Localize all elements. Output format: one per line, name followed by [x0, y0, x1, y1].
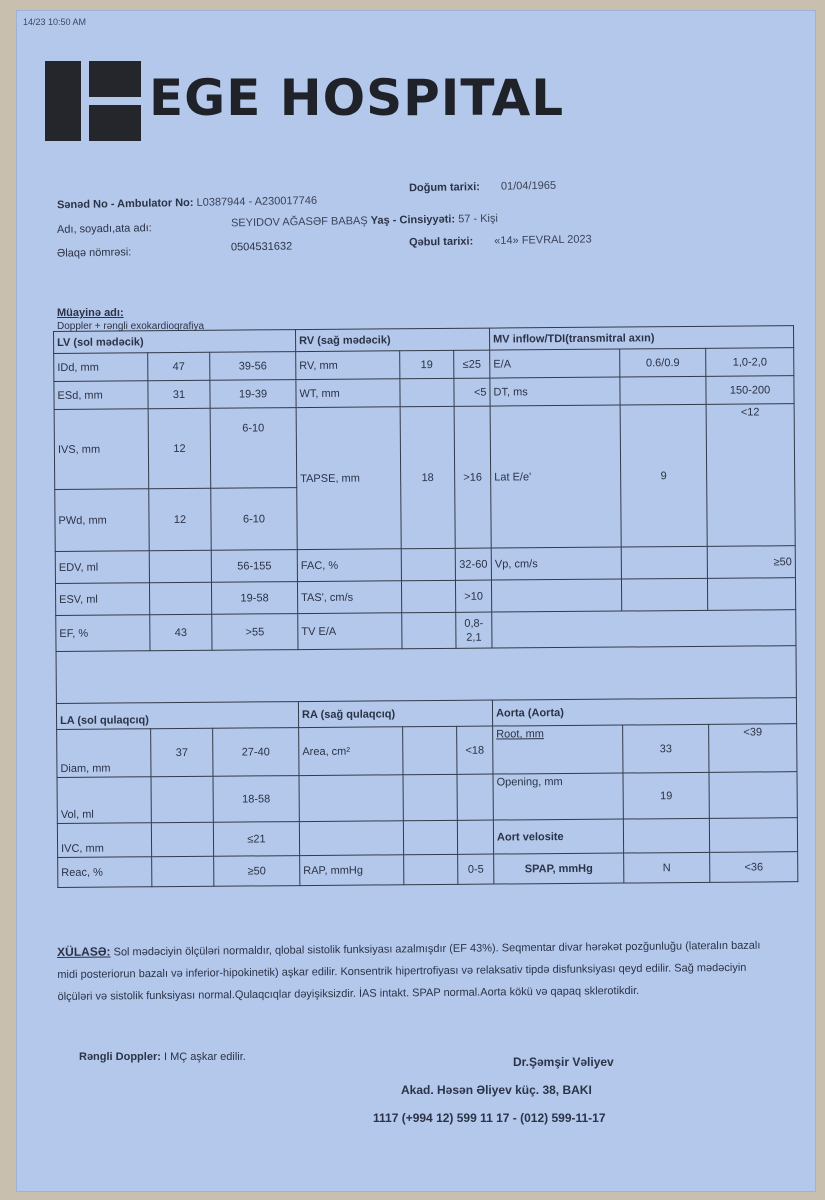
- param: TAS', cm/s: [297, 581, 401, 614]
- document-number-row: [57, 195, 317, 212]
- document-page: [16, 10, 816, 1192]
- norm: <39: [709, 724, 797, 773]
- value: [401, 548, 455, 580]
- param: [299, 775, 403, 822]
- norm: <5: [454, 378, 490, 406]
- value: 31: [148, 380, 210, 408]
- doctor-name: Dr.Şəmşir Vəliyev: [513, 1055, 614, 1069]
- value: [149, 582, 211, 614]
- aorta-header: Aorta (Aorta): [492, 698, 796, 726]
- empty-cell: [492, 610, 796, 648]
- value: [403, 726, 457, 774]
- empty-cell: [621, 578, 707, 611]
- table-row: [57, 724, 797, 778]
- birth-date-row: [409, 180, 556, 195]
- param: ESd, mm: [54, 381, 148, 410]
- admission-row: [409, 233, 592, 248]
- param: Aort velosite: [493, 819, 623, 854]
- hospital-phones: 1117 (+994 12) 599 11 17 - (012) 599-11-17: [373, 1111, 606, 1125]
- param: SPAP, mmHg: [494, 853, 624, 884]
- value: N: [624, 852, 710, 883]
- value: 19: [400, 350, 454, 378]
- param: RV, mm: [296, 351, 400, 380]
- norm: ≥50: [707, 546, 795, 579]
- age-value: 57 - Kişi: [458, 212, 499, 226]
- value: 43: [150, 614, 212, 650]
- value: [403, 774, 457, 820]
- param: IDd, mm: [54, 353, 148, 382]
- norm: >55: [212, 614, 298, 651]
- hospital-address: Akad. Həsən Əliyev küç. 38, BAKI: [401, 1083, 592, 1097]
- exam-title: Müayinə adı:: [57, 307, 124, 319]
- exam-subtitle: Doppler + rəngli exokardioqrafiya: [57, 321, 205, 332]
- lv-header: LV (sol mədəcik): [54, 330, 296, 354]
- norm: <36: [710, 852, 798, 883]
- param: E/A: [490, 349, 620, 378]
- value: 33: [623, 724, 709, 773]
- norm: <12: [706, 404, 795, 547]
- mv-header: MV inflow/TDI(transmitral axın): [490, 326, 794, 350]
- param: IVC, mm: [57, 823, 151, 858]
- echo-results-table: [53, 325, 798, 888]
- param: PWd, mm: [55, 489, 149, 552]
- value: 12: [149, 488, 211, 550]
- param: RAP, mmHg: [300, 855, 404, 886]
- norm: 18-58: [213, 776, 299, 823]
- param: EF, %: [56, 615, 150, 652]
- norm: 6-10: [211, 488, 297, 551]
- value: [152, 856, 214, 886]
- norm: 0-5: [458, 854, 494, 884]
- age-label: Yaş - Cinsiyyəti:: [370, 213, 456, 227]
- param: Opening, mm: [493, 773, 623, 820]
- param: [299, 821, 403, 856]
- value: [403, 820, 457, 854]
- param: Vp, cm/s: [491, 547, 621, 580]
- norm: ≤21: [213, 822, 299, 857]
- norm: 150-200: [706, 376, 794, 405]
- birth-value: 01/04/1965: [500, 179, 557, 193]
- admit-value: «14» FEVRAL 2023: [494, 233, 592, 248]
- doppler-label: Rəngli Doppler:: [79, 1051, 161, 1063]
- norm: [709, 772, 797, 819]
- norm: 39-56: [210, 352, 296, 381]
- summary-label: XÜLASƏ:: [57, 944, 111, 959]
- value: [620, 376, 706, 405]
- value: 19: [623, 772, 709, 819]
- param: WT, mm: [296, 379, 400, 408]
- empty-cell: [492, 579, 622, 612]
- value: [151, 822, 213, 856]
- name-row: [231, 213, 498, 230]
- value: 9: [620, 404, 707, 547]
- norm: [709, 818, 797, 853]
- param: Diam, mm: [57, 729, 151, 778]
- param: FAC, %: [297, 549, 401, 582]
- param: DT, ms: [490, 377, 620, 406]
- norm: ≤25: [454, 350, 490, 378]
- value: 37: [151, 728, 213, 776]
- table-row: [57, 772, 797, 824]
- phone-label: Əlaqə nömrəsi:: [56, 246, 132, 260]
- norm: [457, 774, 493, 820]
- value: [623, 818, 709, 853]
- name-value: SEYIDOV AĞASƏF BABAŞ: [230, 214, 368, 230]
- value: [149, 550, 211, 582]
- norm: 19-39: [210, 380, 296, 409]
- doc-label: Sənəd No - Ambulator No:: [56, 196, 194, 212]
- norm: >10: [455, 580, 491, 612]
- value: [151, 776, 213, 822]
- norm: ≥50: [214, 856, 300, 887]
- la-header: LA (sol qulaqcıq): [56, 702, 298, 730]
- norm: [457, 820, 493, 854]
- table-row: [56, 610, 796, 652]
- value: 0.6/0.9: [620, 348, 706, 377]
- rv-header: RV (sağ mədəcik): [295, 328, 489, 352]
- value: 12: [148, 408, 211, 488]
- doppler-row: [79, 1051, 246, 1063]
- norm: >16: [454, 406, 491, 548]
- birth-label: Doğum tarixi:: [408, 181, 481, 195]
- param: Area, cm²: [299, 727, 403, 776]
- norm: 56-155: [211, 550, 297, 583]
- hospital-name: EGE HOSPITAL: [149, 69, 565, 127]
- empty-cell: [707, 578, 795, 611]
- norm: 32-60: [455, 548, 491, 580]
- param: Root, mm: [493, 725, 623, 774]
- param: EDV, ml: [55, 551, 149, 584]
- doppler-text: I MÇ aşkar edilir.: [163, 1051, 246, 1063]
- param: Lat E/e': [490, 405, 621, 548]
- admit-label: Qəbul tarixi:: [408, 235, 474, 249]
- summary-block: [57, 933, 778, 1008]
- param: TV E/A: [298, 613, 402, 650]
- param: Reac, %: [58, 857, 152, 888]
- spacer-row: [56, 646, 796, 704]
- param: TAPSE, mm: [296, 407, 401, 550]
- name-label: Adı, soyadı,ata adı:: [56, 222, 152, 236]
- doc-value: L0387944 - A230017746: [196, 194, 318, 209]
- ra-header: RA (sağ qulaqcıq): [298, 700, 492, 728]
- norm: <18: [457, 726, 493, 774]
- param: IVS, mm: [54, 409, 149, 490]
- norm: 19-58: [211, 582, 297, 615]
- value: [621, 546, 707, 579]
- value: [401, 580, 455, 612]
- norm: 0,8- 2,1: [456, 612, 492, 648]
- summary-text: Sol mədəciyin ölçüləri normaldır, qlobal sistolik funksiyası azalmışdır (EF 43%). Seqmentar divar hərəkət pozğunluğu (lateralın bazalı midi posteriorun bazalı və inferior-hipokinetik) aşkar edilir. Konsentrik hipertrofiyası və relaksativ tipdə disfunksiyası qeyd edilir. Sağ mədəciyin ölçüləri və sistolik funksiyası normal.Qulaqcıqlar dəyişiksizdir. İAS intakt. SPAP normal.Aorta kökü və qapaq sklerotikdir.: [57, 939, 761, 1003]
- phone-value: 0504531632: [230, 240, 293, 254]
- norm: 1,0-2,0: [706, 348, 794, 377]
- value: 18: [400, 406, 455, 548]
- table-row: [57, 818, 797, 858]
- param: ESV, ml: [55, 583, 149, 616]
- value: [402, 612, 456, 648]
- value: [400, 378, 454, 406]
- timestamp: 14/23 10:50 AM: [23, 17, 87, 27]
- norm: 6-10: [210, 408, 297, 489]
- table-row: [54, 404, 795, 490]
- norm: 27-40: [213, 728, 299, 777]
- table-row: [58, 852, 798, 888]
- hospital-logo-icon: [45, 61, 141, 141]
- value: 47: [148, 352, 210, 380]
- param: Vol, ml: [57, 777, 151, 824]
- value: [404, 854, 458, 884]
